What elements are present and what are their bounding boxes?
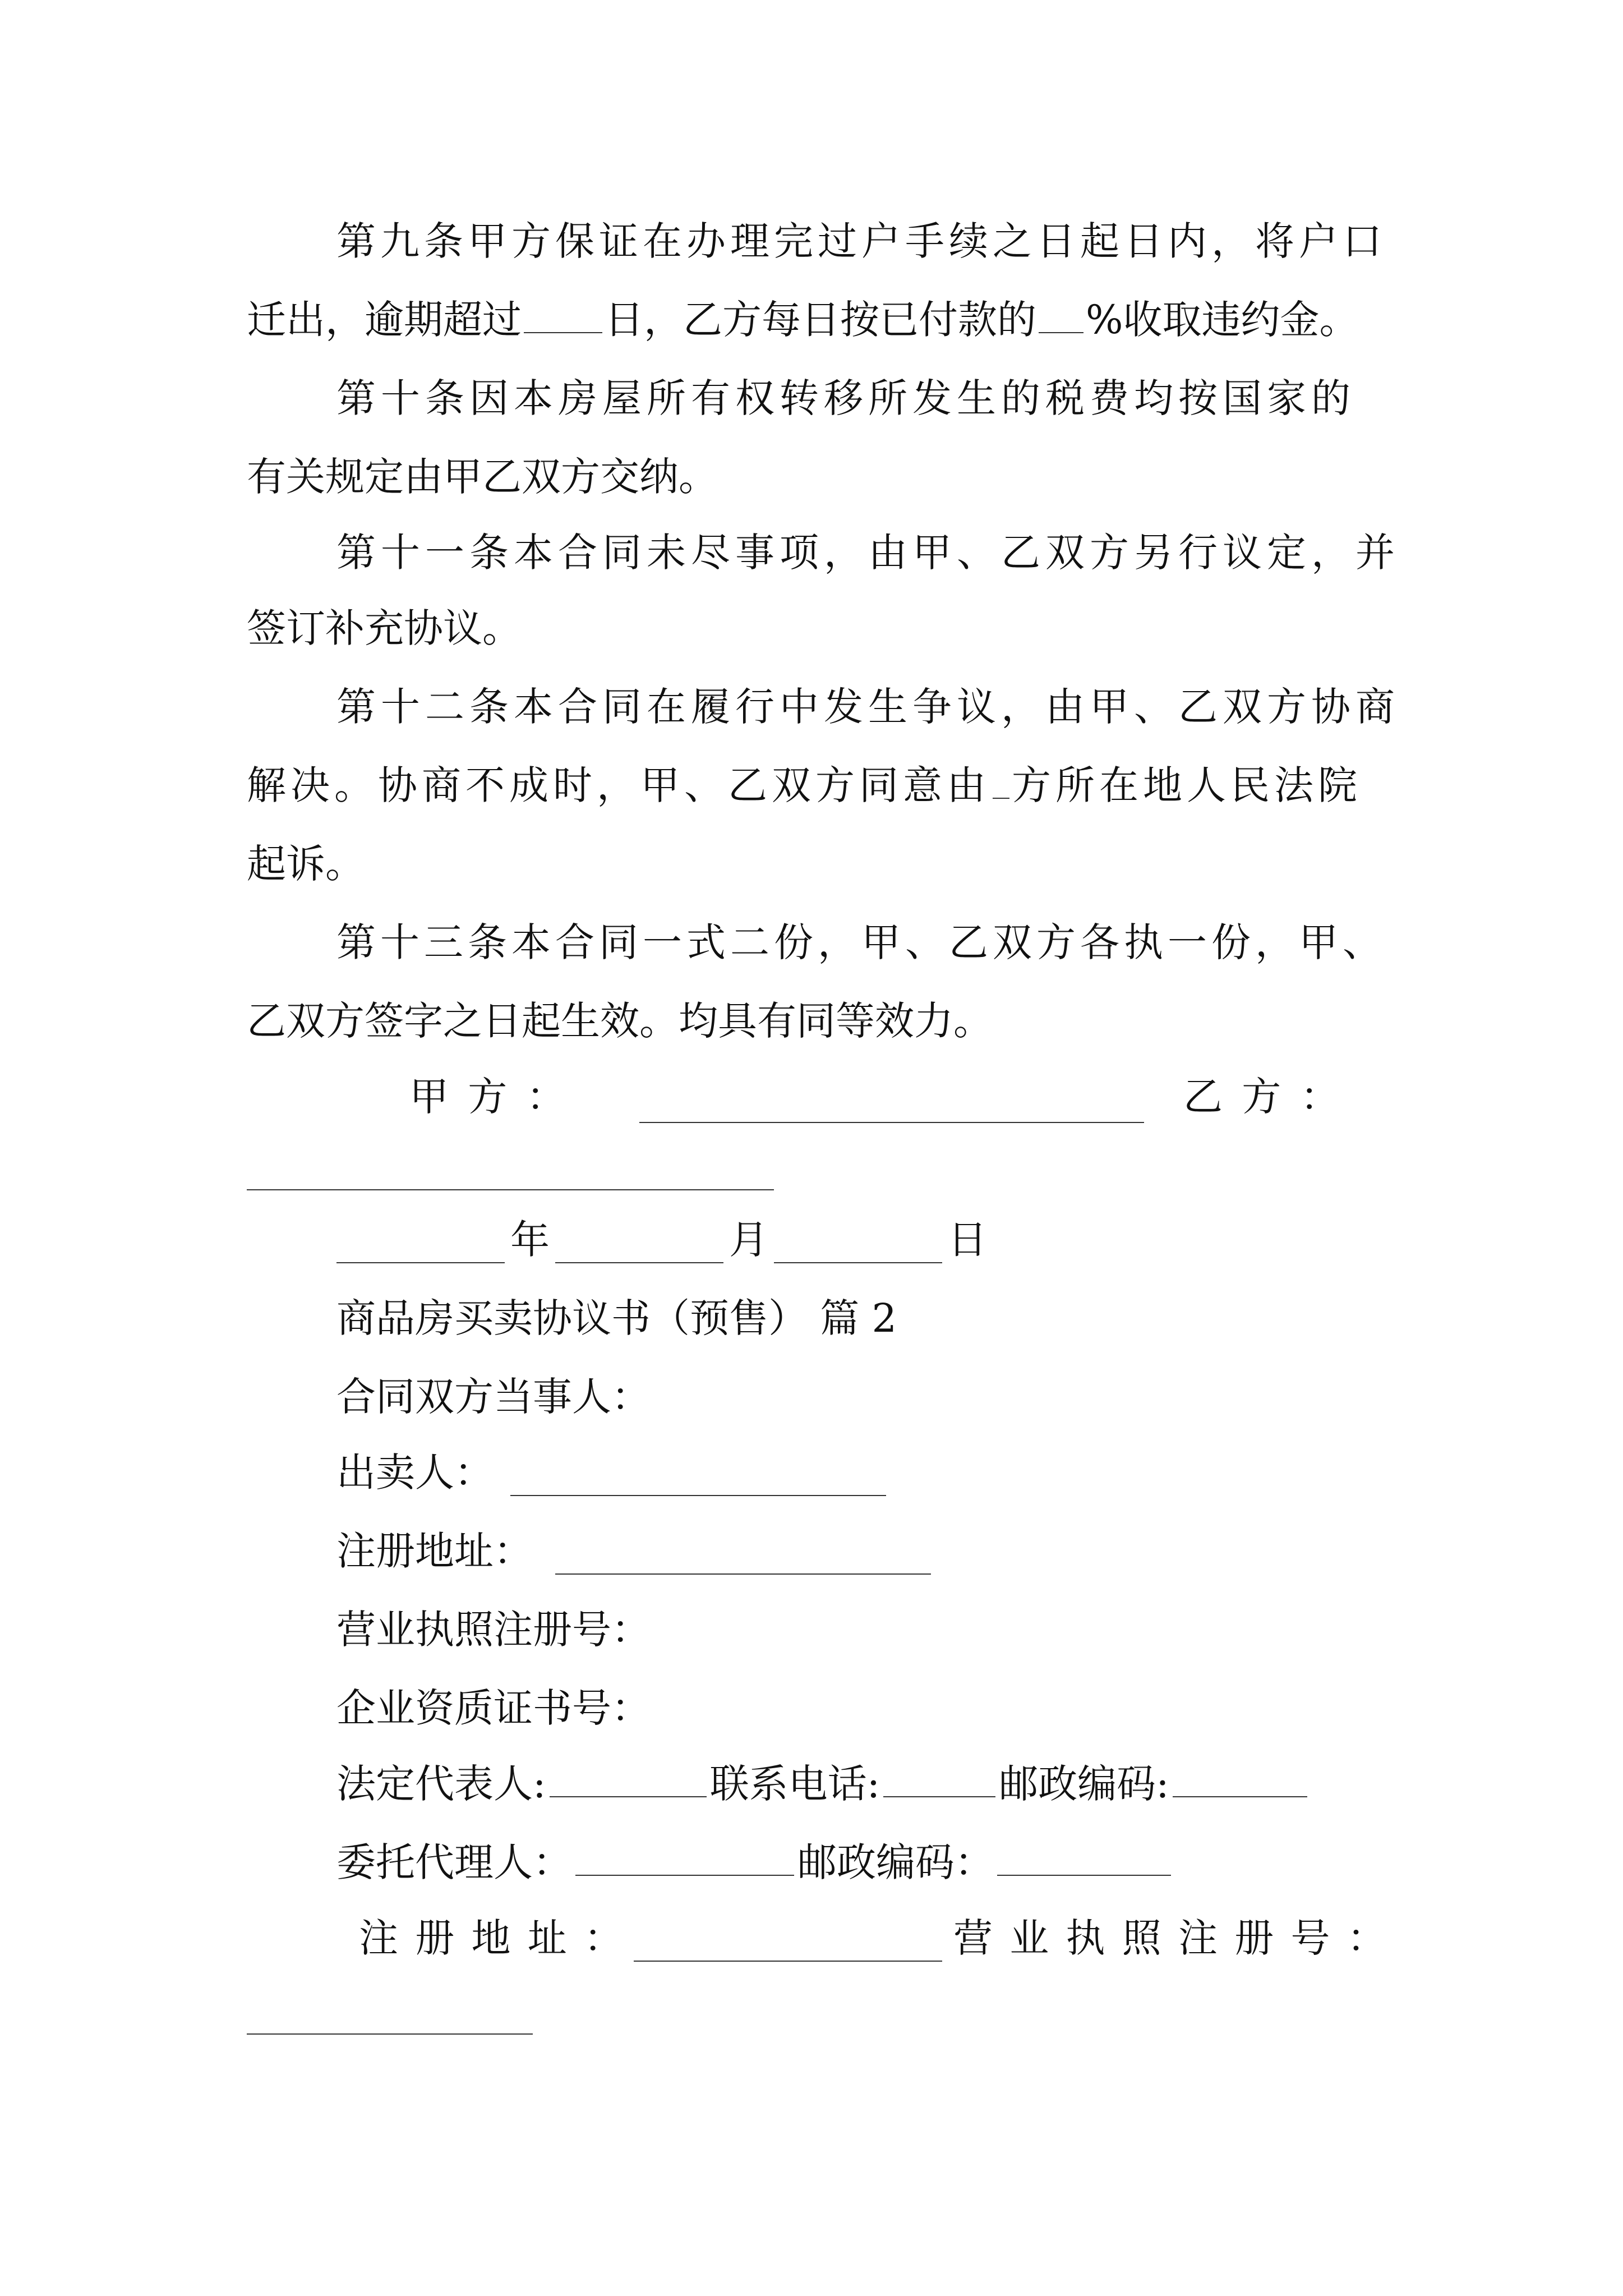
phone-blank	[883, 1757, 995, 1797]
court-party-blank	[993, 758, 1009, 799]
agent-label: 委托代理人：	[336, 1839, 572, 1885]
phone-label: 联系电话:	[709, 1761, 880, 1807]
day-blank	[774, 1262, 942, 1263]
article-9-text-2b: 日，乙方每日按已付款的	[605, 297, 1036, 343]
article-12-line-3: 起诉。	[247, 841, 365, 887]
parties-heading: 合同双方当事人：	[336, 1374, 651, 1420]
article-9-text-2a: 迁出，逾期超过	[247, 297, 522, 343]
address-license-row	[0, 1899, 1623, 1977]
article-10-line-1: 第十条因本房屋所有权转移所发生的税费均按国家的	[336, 375, 1355, 421]
legal-rep-blank	[550, 1757, 707, 1797]
percent-blank	[1039, 293, 1083, 333]
address-blank	[555, 1573, 931, 1575]
article-11-line-2: 签订补充协议。	[247, 605, 522, 651]
postal-blank	[1173, 1757, 1307, 1797]
postal-label: 邮政编码:	[999, 1761, 1169, 1807]
article-11-line-1: 第十一条本合同未尽事项，由甲、乙双方另行议定，并	[336, 530, 1400, 576]
month-blank	[555, 1262, 723, 1263]
license2-blank	[247, 2033, 533, 2035]
legal-rep-label: 法定代表人:	[336, 1761, 546, 1807]
article-9-text-2c: %收取违约金。	[1086, 297, 1359, 343]
license-label: 营业执照注册号：	[336, 1607, 651, 1653]
year-label: 年	[510, 1217, 550, 1263]
article-13-line-2: 乙双方签字之日起生效。均具有同等效力。	[247, 998, 993, 1044]
address2-label: 注 册 地 址 ：	[359, 1915, 626, 1961]
article-9-text-1: 第九条甲方保证在办理完过户手续之日起日内，将户口	[336, 218, 1386, 264]
section-2-title: 商品房买卖协议书（预售） 篇 2	[336, 1295, 897, 1341]
month-label: 月	[729, 1217, 768, 1263]
article-9-line-2	[247, 280, 1623, 359]
article-12-text-2a: 解决。协商不成时，甲、乙双方同意由	[247, 762, 990, 808]
agent-row	[336, 1823, 1623, 1902]
party-b-label: 乙 方 ：	[1183, 1074, 1343, 1120]
address-label: 注册地址：	[336, 1528, 533, 1574]
party-a-signature-line	[639, 1122, 1144, 1123]
address2-blank	[634, 1961, 942, 1962]
days-blank	[524, 293, 602, 333]
year-blank	[336, 1262, 505, 1263]
day-label: 日	[948, 1217, 987, 1263]
party-b-signature-line	[247, 1189, 774, 1190]
article-12-line-2	[247, 746, 1623, 825]
seller-label: 出卖人：	[336, 1450, 494, 1496]
agent-blank	[575, 1835, 794, 1876]
article-13-line-1: 第十三条本合同一式二份，甲、乙双方各执一份，甲、	[336, 919, 1386, 965]
agent-postal-label: 邮政编码：	[797, 1839, 994, 1885]
seller-blank	[510, 1495, 886, 1496]
article-12-line-1: 第十二条本合同在履行中发生争议，由甲、乙双方协商	[336, 684, 1400, 730]
date-row	[0, 1200, 1623, 1279]
agent-postal-blank	[997, 1835, 1171, 1876]
signature-row	[0, 1057, 1623, 1136]
article-12-text-2b: 方所在地人民法院	[1012, 762, 1362, 808]
license2-label: 营 业 执 照 注 册 号 ：	[953, 1915, 1389, 1961]
article-9-line-1	[336, 202, 1391, 280]
party-a-label: 甲 方 ：	[409, 1074, 569, 1120]
article-10-line-2: 有关规定由甲乙双方交纳。	[247, 454, 718, 500]
legal-rep-row	[336, 1745, 1623, 1823]
qualification-label: 企业资质证书号：	[336, 1685, 651, 1731]
